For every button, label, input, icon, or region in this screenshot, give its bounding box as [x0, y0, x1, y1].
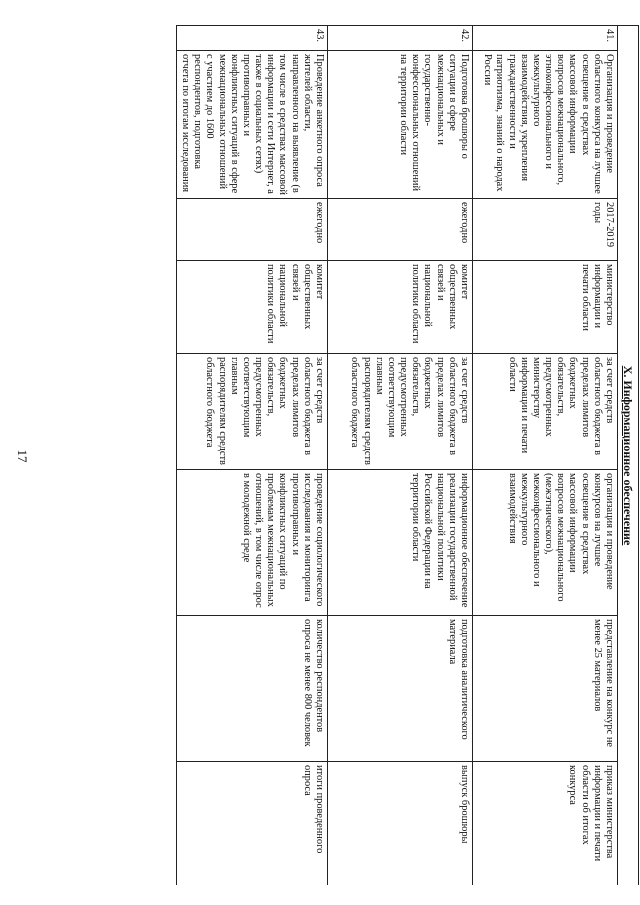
form-cell: приказ министерства информации и печати области об итогах конкурса — [472, 762, 617, 886]
executor-cell: комитет общественных связей и национальной политики области — [327, 261, 472, 354]
section-header-row — [617, 26, 638, 886]
event-cell: Проведение анкетного опроса жителей области, направленного на выявление (в том числе в средствах массовой информации и сети Интернет, а также в социальных сетях) противоправных и конфликтных ситуаций в сфере межнациональных отношений с участием до 1600 респондентов, подготовка отчета по итогам исследования — [176, 51, 327, 199]
rotated-table-frame — [91, 25, 639, 885]
table-row — [176, 26, 327, 886]
funding-cell: за счет средств областного бюджета в пределах лимитов бюджетных обязательств, предусмотренных соответствующим главным распорядителям средств областного бюджета — [176, 354, 327, 470]
form-cell: выпуск брошюры — [327, 762, 472, 886]
result-cell: информационное обеспечение реализации государственной национальной политики Российской Федерации на территории области — [327, 470, 472, 616]
result-cell: организация и проведение конкурсов на лучшее освещение в средствах массовой информации вопросов межнационального (межэтнического), межконфессионального и межкультурного взаимодействия — [472, 470, 617, 616]
indicator-cell: подготовка аналитического материала — [327, 616, 472, 762]
period-cell: 2017-2019 годы — [472, 199, 617, 261]
rotated-table-content — [91, 25, 639, 885]
executor-cell: министерство информации и печати области — [472, 261, 617, 354]
table-row — [327, 26, 472, 886]
executor-cell: комитет общественных связей и национальной политики области — [176, 261, 327, 354]
event-cell: Подготовка брошюры о ситуации в сфере межнациональных и государственно-конфессиональных отношений на территории области — [327, 51, 472, 199]
row-number: 42. — [327, 26, 472, 51]
form-cell: итоги проведенного опроса — [176, 762, 327, 886]
row-number: 41. — [472, 26, 617, 51]
events-table — [176, 25, 639, 885]
row-number: 43. — [176, 26, 327, 51]
funding-cell: за счет средств областного бюджета в пределах лимитов бюджетных обязательств, предусмотренных министерству информации и печати области — [472, 354, 617, 470]
event-cell: Организация и проведение областного конкурса на лучшее освещение в средствах массовой информации вопросов межнационального, этноконфессионального и межкультурного взаимодействия, укрепления гражданственности и патриотизма, знаний о народах России — [472, 51, 617, 199]
table-row — [472, 26, 617, 886]
funding-cell: за счет средств областного бюджета в пределах лимитов бюджетных обязательств, предусмотренных соответствующим главным распорядителям средств областного бюджета — [327, 354, 472, 470]
result-cell: проведение социологического исследования и мониторинга противоправных и конфликтных ситуаций по проблемам межнациональных отношений, в том числе опрос в молодежной среде — [176, 470, 327, 616]
period-cell: ежегодно — [176, 199, 327, 261]
period-cell: ежегодно — [327, 199, 472, 261]
page-number: 17 — [15, 449, 30, 463]
section-title: X. Информационное обеспечение — [617, 26, 638, 886]
indicator-cell: количество респондентов опроса не менее 800 человек — [176, 616, 327, 762]
indicator-cell: представление на конкурс не менее 25 материалов — [472, 616, 617, 762]
